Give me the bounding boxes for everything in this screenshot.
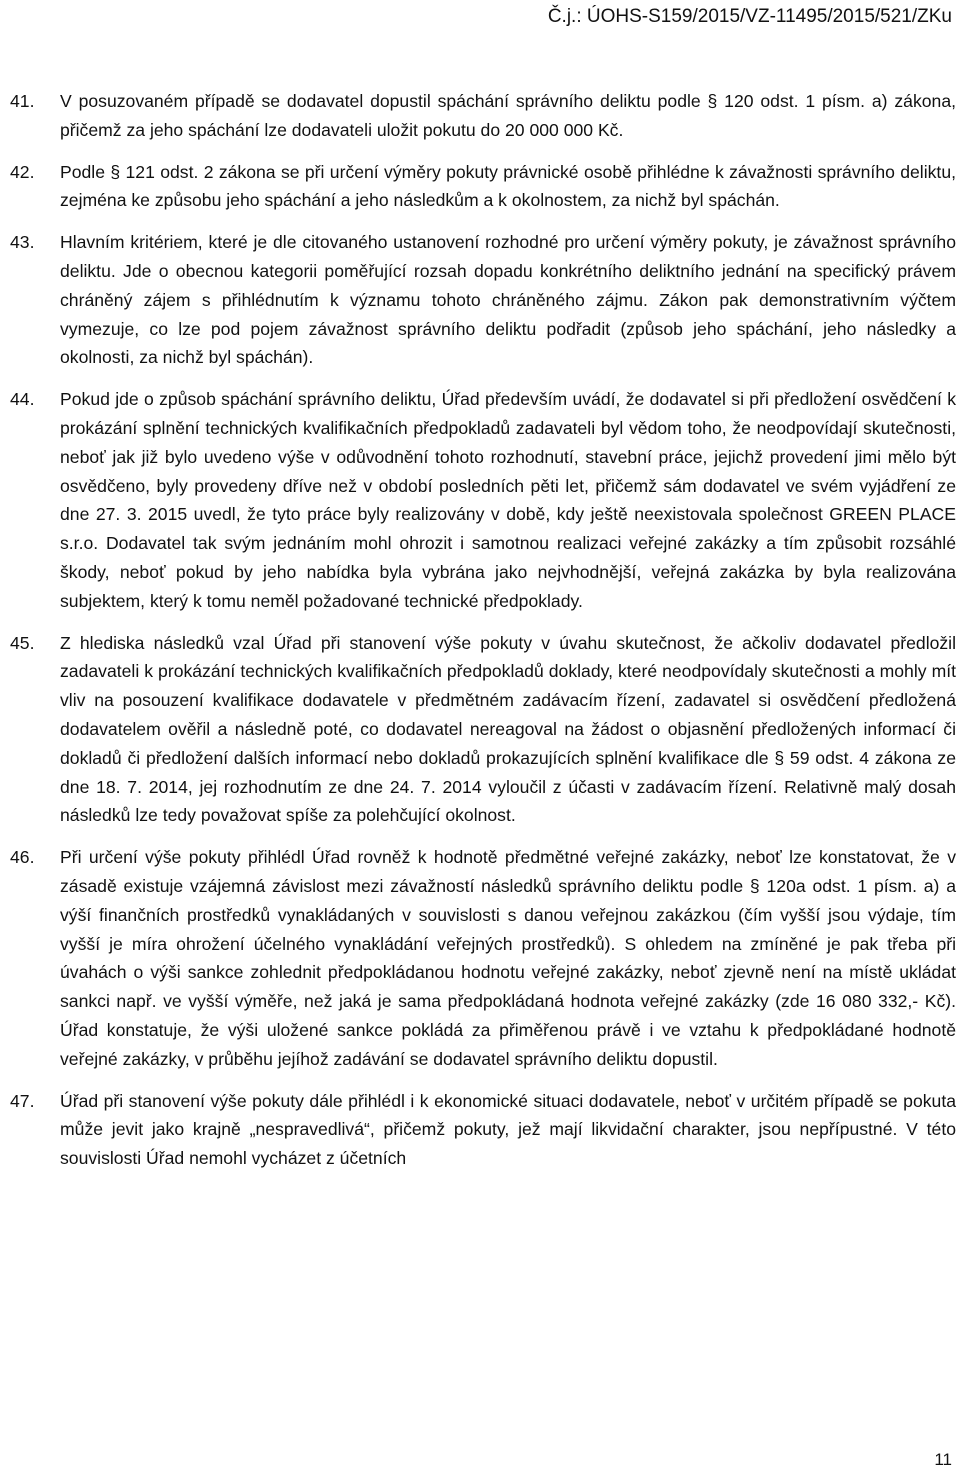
paragraph-46 [10,843,956,1073]
paragraph-number: 46. [10,847,35,868]
paragraph-44 [10,385,956,615]
paragraph-number: 43. [10,232,35,253]
paragraph-text: Úřad při stanovení výše pokuty dále přihlédl i k ekonomické situaci dodavatele, neboť v určitém případě se pokuta může jevit jako krajně „nespravedlivá“, přičemž pokuty, jež mají likvidační charakter, jsou nepřípustné. V této souvislosti Úřad nemohl vycházet z účetních [60,1090,956,1169]
paragraph-number: 45. [10,632,35,653]
paragraph-text: Při určení výše pokuty přihlédl Úřad rovněž k hodnotě předmětné veřejné zakázky, neboť lze konstatovat, že v zásadě existuje vzájemná závislost mezi závažností následků správního deliktu podle § 120a odst. 1 písm. a) a výší finančních prostředků vynakládaných v souvislosti s danou veřejnou zakázkou (čím vyšší jsou výdaje, tím vyšší je míra ohrožení účelného vynakládání veřejných prostředků). S ohledem na zmíněné je pak třeba při úvahách o výši sankce zohlednit předpokládanou hodnotu veřejné zakázky, neboť zjevně není na místě ukládat sankci např. ve vyšší výměře, než jaká je sama předpokládaná hodnota veřejné zakázky (zde 16 080 332,- Kč). Úřad konstatuje, že výši uložené sankce pokládá za přiměřenou právě i ve vztahu k předpokládané hodnotě veřejné zakázky, v průběhu jejíhož zadávání se dodavatel správního deliktu dopustil. [60,847,956,1069]
paragraph-text: Z hlediska následků vzal Úřad při stanovení výše pokuty v úvahu skutečnost, že ačkoliv dodavatel předložil zadavateli k prokázání technických kvalifikačních předpokladů doklady, které neodpovídaly skutečnosti a mohly mít vliv na posouzení kvalifikace dodavatele v předmětném zadávacím řízení, zadavatel si osvědčení předložená dodavatelem ověřil a následně poté, co dodavatel nereagoval na žádost o objasnění předložených informací či dokladů či předložení dalších informací nebo dokladů prokazujících splnění kvalifikace dle § 59 odst. 4 zákona ze dne 18. 7. 2014, jej rozhodnutím ze dne 24. 7. 2014 vyloučil z účasti v zadávacím řízení. Relativně malý dosah následků lze tedy považovat spíše za polehčující okolnost. [60,632,956,826]
paragraph-45 [10,629,956,831]
paragraph-text: V posuzovaném případě se dodavatel dopustil spáchání správního deliktu podle § 120 odst. 1 písm. a) zákona, přičemž za jeho spáchání lze dodavateli uložit pokutu do 20 000 000 Kč. [60,91,956,140]
paragraph-number: 42. [10,161,35,182]
paragraph-47 [10,1087,956,1173]
paragraph-text: Podle § 121 odst. 2 zákona se při určení výměry pokuty právnické osobě přihlédne k závažnosti správního deliktu, zejména ke způsobu jeho spáchání a jeho následkům a k okolnostem, za nichž byl spáchán. [60,161,956,211]
paragraph-number: 47. [10,1090,35,1111]
paragraph-43 [10,228,956,372]
document-body [10,87,956,1186]
page-number: 11 [934,1450,952,1469]
paragraph-42 [10,158,956,216]
case-reference: Č.j.: ÚOHS-S159/2015/VZ-11495/2015/521/ZKu [547,6,952,27]
paragraph-41 [10,87,956,145]
paragraph-number: 44. [10,389,35,410]
paragraph-text: Pokud jde o způsob spáchání správního deliktu, Úřad především uvádí, že dodavatel si při předložení osvědčení k prokázání splnění technických kvalifikačních předpokladů zadavateli byl vědom toho, že neodpovídají skutečnosti, neboť jak již bylo uvedeno výše v odůvodnění tohoto rozhodnutí, stavební práce, jejichž provedení jimi mělo být osvědčeno, byly provedeny dříve než v období posledních pěti let, přičemž sám dodavatel ve svém vyjádření ze dne 27. 3. 2015 uvedl, že tyto práce byly realizovány v době, kdy ještě neexistovala společnost GREEN PLACE s.r.o. Dodavatel tak svým jednáním mohl ohrozit i samotnou realizaci veřejné zakázky a tím způsobit rozsáhlé škody, neboť pokud by jeho nabídka byla vybrána jako nejvhodnější, veřejná zakázka by byla realizována subjektem, který k tomu neměl požadované technické předpoklady. [60,389,956,611]
paragraph-text: Hlavním kritériem, které je dle citovaného ustanovení rozhodné pro určení výměry pokuty, je závažnost správního deliktu. Jde o obecnou kategorii poměřující rozsah dopadu konkrétního deliktního jednání na specifický právem chráněný zájem s přihlédnutím k významu tohoto chráněného zájmu. Zákon pak demonstrativním výčtem vymezuje, co lze pod pojem závažnost správního deliktu podřadit (způsob jeho spáchání, jeho následky a okolnosti, za nichž byl spáchán). [60,232,956,368]
paragraph-number: 41. [10,91,35,111]
